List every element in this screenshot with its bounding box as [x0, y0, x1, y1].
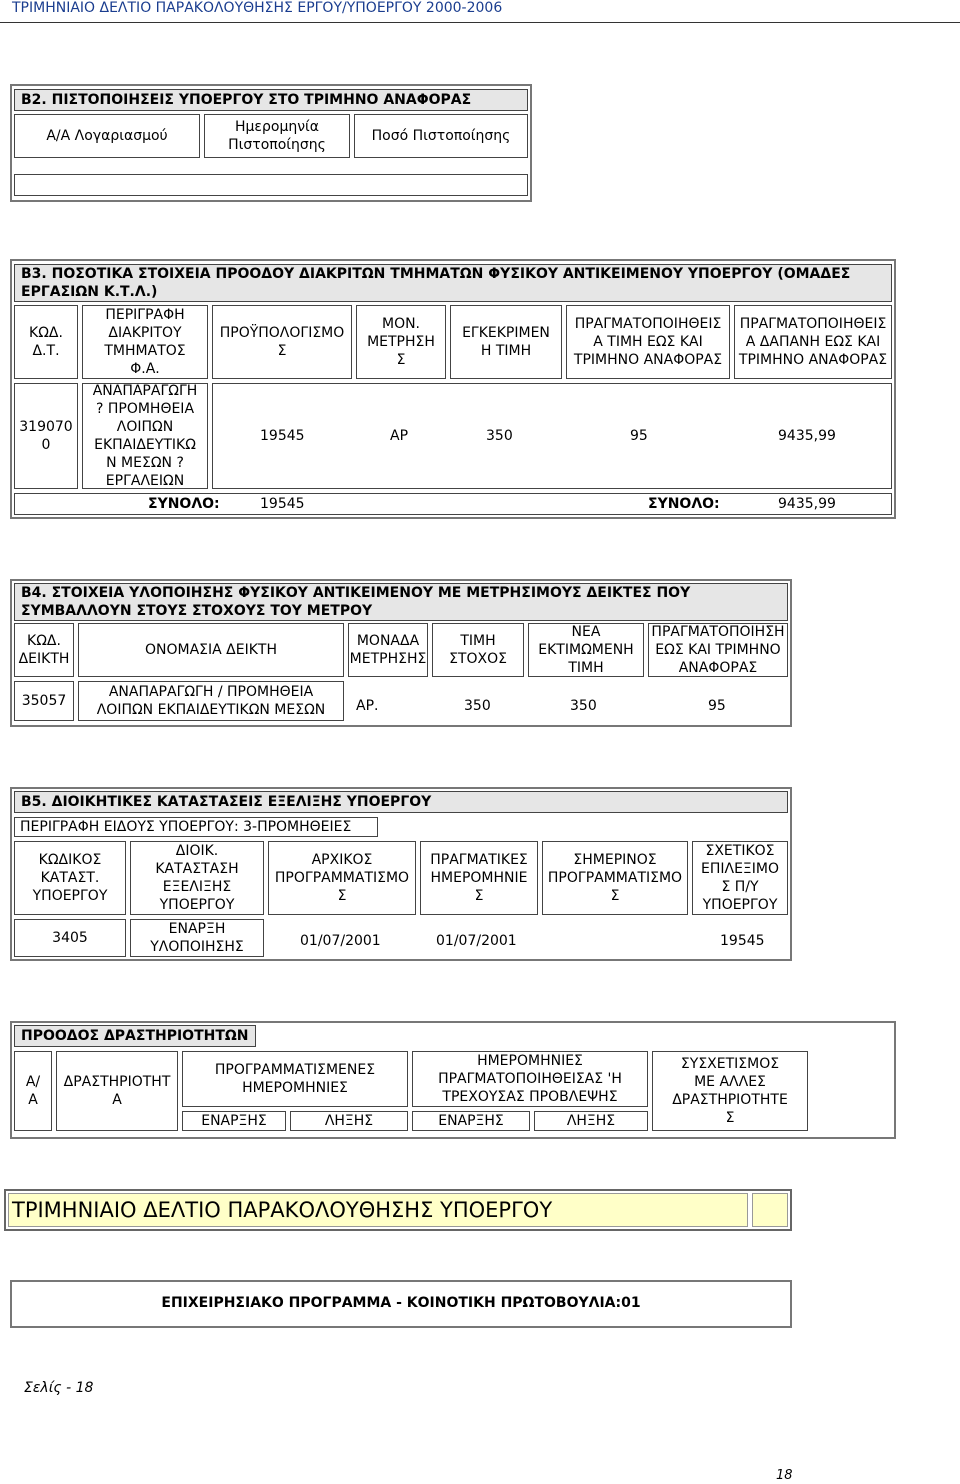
b3-total-label-1: ΣΥΝΟΛΟ:	[148, 496, 220, 512]
program-box	[10, 1280, 792, 1328]
footer-page-label: Σελίς - 18	[24, 1380, 94, 1396]
b4-row-target: 350	[464, 698, 491, 714]
b4-head-done-l3: ΑΝΑΦΟΡΑΣ	[678, 660, 758, 676]
progress-sub-start-2: ΕΝΑΡΞΗΣ	[412, 1111, 530, 1131]
b2-col-amount-cell	[354, 114, 528, 158]
b5-desc: ΠΕΡΙΓΡΑΦΗ ΕΙΔΟΥΣ ΥΠΟΕΡΓΟΥ: 3-ΠΡΟΜΗΘΕΙΕΣ	[14, 817, 378, 837]
b3-row-code-l2: 0	[41, 437, 51, 453]
progress-head-relation-l4: Σ	[725, 1110, 735, 1126]
b4-head-target	[432, 623, 524, 677]
b3-row-desc-l6: ΕΡΓΑΛΕΙΩΝ	[105, 473, 185, 489]
footer-page-number: 18	[776, 1468, 793, 1483]
b3-title	[14, 264, 892, 302]
progress-head-activity-l2: Α	[112, 1092, 122, 1108]
b3-head-spent	[734, 305, 892, 379]
b3-section	[10, 259, 896, 519]
b3-head-done-l2: Α ΤΙΜΗ ΕΩΣ ΚΑΙ	[593, 334, 703, 350]
b5-head-state-l3: ΕΞΕΛΙΞΗΣ	[162, 879, 232, 895]
b5-section	[10, 787, 792, 961]
b5-head-code	[14, 841, 126, 915]
b2-col-amount-label: Ποσό Πιστοποίησης	[371, 128, 511, 144]
b4-row-new: 350	[570, 698, 597, 714]
b3-head-done-l1: ΠΡΑΓΜΑΤΟΠΟΙΗΘΕΙΣ	[574, 316, 722, 332]
header-rule	[0, 22, 960, 23]
progress-head-relation-l1: ΣΥΣΧΕΤΙΣΜΟΣ	[680, 1056, 780, 1072]
b5-head-initial-l3: Σ	[337, 888, 347, 904]
report-title-box	[4, 1189, 792, 1231]
b3-head-approved-l2: Η ΤΙΜΗ	[480, 343, 532, 359]
b3-head-code-l2: Δ.Τ.	[32, 343, 60, 359]
b4-row-done: 95	[708, 698, 726, 714]
b4-head-target-l1: ΤΙΜΗ	[460, 633, 496, 649]
b5-head-code-l3: ΥΠΟΕΡΓΟΥ	[32, 888, 108, 904]
b5-row-initial: 01/07/2001	[300, 933, 381, 949]
b3-row-desc-l2: ? ΠΡΟΜΗΘΕΙΑ	[95, 401, 195, 417]
b4-head-unit	[348, 623, 428, 677]
progress-head-actual-l3: ΤΡΕΧΟΥΣΑΣ ΠΡΟΒΛΕΨΗΣ	[442, 1089, 618, 1105]
b4-title-l2: ΣΥΜΒΑΛΛΟΥΝ ΣΤΟΥΣ ΣΤΟΧΟΥΣ ΤΟΥ ΜΕΤΡΟΥ	[21, 603, 373, 619]
progress-head-actual	[412, 1051, 648, 1107]
b3-row-done: 95	[630, 428, 648, 444]
progress-head-planned-l2: ΗΜΕΡΟΜΗΝΙΕΣ	[242, 1080, 348, 1096]
b5-head-state-l1: ΔΙΟΙΚ.	[175, 843, 219, 859]
b3-total-value-1: 19545	[260, 496, 305, 512]
b3-head-unit-l3: Σ	[396, 352, 406, 368]
progress-head-planned	[182, 1051, 408, 1107]
b4-row-unit: ΑΡ.	[356, 698, 379, 714]
b3-head-desc-l3: ΤΜΗΜΑΤΟΣ	[104, 343, 186, 359]
b3-head-approved	[450, 305, 562, 379]
b5-row-state-l1: ΕΝΑΡΞΗ	[168, 921, 226, 937]
b3-row-budget: 19545	[260, 428, 305, 444]
progress-head-activity-l1: ΔΡΑΣΤΗΡΙΟΤΗΤ	[63, 1074, 171, 1090]
b5-head-state	[130, 841, 264, 915]
b4-row-name	[78, 681, 344, 721]
b4-head-code	[14, 623, 74, 677]
progress-sub-end-1: ΛΗΞΗΣ	[290, 1111, 408, 1131]
b3-row-approved: 350	[486, 428, 513, 444]
progress-section	[10, 1021, 896, 1139]
b3-head-desc	[82, 305, 208, 379]
b4-head-done-l2: ΕΩΣ ΚΑΙ ΤΡΙΜΗΝΟ	[655, 642, 781, 658]
b4-head-name	[78, 623, 344, 677]
b3-head-spent-l2: Α ΔΑΠΑΝΗ ΕΩΣ ΚΑΙ	[745, 334, 881, 350]
b3-head-desc-l2: ΔΙΑΚΡΙΤΟΥ	[108, 325, 182, 341]
b3-head-desc-l1: ΠΕΡΙΓΡΑΦΗ	[105, 307, 185, 323]
report-title-side	[752, 1193, 788, 1227]
b2-col-date-l1: Ημερομηνία	[234, 119, 320, 135]
b3-title-l1: Β3. ΠΟΣΟΤΙΚΑ ΣΤΟΙΧΕΙΑ ΠΡΟΟΔΟΥ ΔΙΑΚΡΙΤΩΝ ΤΜΗΜΑΤΩΝ ΦΥΣΙΚΟΥ ΑΝΤΙΚΕΙΜΕΝΟΥ ΥΠΟΕΡΓΟΥ (ΟΜΑΔΕΣ	[21, 266, 851, 282]
b3-title-l2: ΕΡΓΑΣΙΩΝ Κ.Τ.Λ.)	[21, 284, 158, 300]
b3-head-spent-l1: ΠΡΑΓΜΑΤΟΠΟΙΗΘΕΙΣ	[739, 316, 887, 332]
progress-sub-start-1: ΕΝΑΡΞΗΣ	[182, 1111, 286, 1131]
b5-head-code-l1: ΚΩΔΙΚΟΣ	[38, 852, 102, 868]
program-text: ΕΠΙΧΕΙΡΗΣΙΑΚΟ ΠΡΟΓΡΑΜΜΑ - ΚΟΙΝΟΤΙΚΗ ΠΡΩΤΟΒΟΥΛΙΑ:01	[161, 1295, 641, 1311]
b2-empty-row	[14, 174, 528, 196]
b5-row-code: 3405	[14, 919, 126, 957]
b5-head-state-l2: ΚΑΤΑΣΤΑΣΗ	[155, 861, 239, 877]
b3-head-unit-l1: ΜΟΝ.	[381, 316, 421, 332]
document-header-title: ΤΡΙΜΗΝΙΑΙΟ ΔΕΛΤΙΟ ΠΑΡΑΚΟΛΟΥΘΗΣΗΣ ΕΡΓΟΥ/ΥΠΟΕΡΓΟΥ 2000-2006	[12, 0, 503, 16]
b2-col-date-cell	[204, 114, 350, 158]
b2-col-account-cell	[14, 114, 200, 158]
b5-head-actual-l1: ΠΡΑΓΜΑΤΙΚΕΣ	[430, 852, 528, 868]
b5-row-actual: 01/07/2001	[436, 933, 517, 949]
progress-head-actual-l1: ΗΜΕΡΟΜΗΝΙΕΣ	[477, 1053, 583, 1069]
b4-section	[10, 579, 792, 727]
b5-head-state-l4: ΥΠΟΕΡΓΟΥ	[159, 897, 235, 913]
b3-head-budget-l2: Σ	[277, 343, 287, 359]
progress-head-actual-l2: ΠΡΑΓΜΑΤΟΠΟΙΗΘΕΙΣΑΣ 'Η	[438, 1071, 622, 1087]
b3-head-budget-l1: ΠΡΟΫΠΟΛΟΓΙΣΜΟ	[219, 325, 345, 341]
b3-head-done-l3: ΤΡΙΜΗΝΟ ΑΝΑΦΟΡΑΣ	[573, 352, 723, 368]
b4-head-unit-l2: ΜΕΤΡΗΣΗΣ	[349, 651, 427, 667]
b5-head-budget-l4: ΥΠΟΕΡΓΟΥ	[702, 897, 778, 913]
b4-head-new-l2: ΕΚΤΙΜΩΜΕΝΗ	[538, 642, 634, 658]
b4-head-done-l1: ΠΡΑΓΜΑΤΟΠΟΙΗΣΗ	[651, 624, 785, 640]
b3-head-desc-l4: Φ.Α.	[130, 361, 160, 377]
progress-head-relation-l3: ΔΡΑΣΤΗΡΙΟΤΗΤΕ	[672, 1092, 788, 1108]
b3-total-value-2: 9435,99	[778, 496, 836, 512]
b4-row-code: 35057	[14, 681, 74, 721]
b3-head-unit-l2: ΜΕΤΡΗΣΗ	[367, 334, 435, 350]
progress-title: ΠΡΟΟΔΟΣ ΔΡΑΣΤΗΡΙΟΤΗΤΩΝ	[14, 1025, 256, 1047]
b5-row-state-l2: ΥΛΟΠΟΙΗΣΗΣ	[150, 939, 244, 955]
b3-row-code-l1: 319070	[19, 419, 73, 435]
b3-row-desc	[82, 383, 208, 489]
b4-head-new-l1: ΝΕΑ	[571, 624, 601, 640]
b3-head-done	[566, 305, 730, 379]
b5-head-actual	[420, 841, 538, 915]
b4-row-name-l2: ΛΟΙΠΩΝ ΕΚΠΑΙΔΕΥΤΙΚΩΝ ΜΕΣΩΝ	[96, 702, 326, 718]
progress-head-relation	[652, 1051, 808, 1131]
b3-row-spent: 9435,99	[778, 428, 836, 444]
b3-row-code	[14, 383, 78, 489]
b2-col-date-l2: Πιστοποίησης	[228, 137, 326, 153]
b3-head-spent-l3: ΤΡΙΜΗΝΟ ΑΝΑΦΟΡΑΣ	[738, 352, 888, 368]
b3-head-code	[14, 305, 78, 379]
b2-col-account-label: Α/Α Λογαριασμού	[46, 128, 168, 144]
b5-head-current-l2: ΠΡΟΓΡΑΜΜΑΤΙΣΜΟ	[547, 870, 683, 886]
b3-head-code-l1: ΚΩΔ.	[29, 325, 63, 341]
b5-head-code-l2: ΚΑΤΑΣΤ.	[40, 870, 100, 886]
b2-section	[10, 84, 532, 202]
b4-head-code-l1: ΚΩΔ.	[27, 633, 61, 649]
b3-row-desc-l1: ΑΝΑΠΑΡΑΓΩΓΗ	[92, 383, 198, 399]
b5-head-budget-l1: ΣΧΕΤΙΚΟΣ	[705, 843, 775, 859]
progress-head-no-l1: Α/	[25, 1074, 41, 1090]
b3-head-unit	[356, 305, 446, 379]
b5-row-budget: 19545	[720, 933, 765, 949]
b5-head-initial-l1: ΑΡΧΙΚΟΣ	[311, 852, 373, 868]
b5-title: Β5. ΔΙΟΙΚΗΤΙΚΕΣ ΚΑΤΑΣΤΑΣΕΙΣ ΕΞΕΛΙΞΗΣ ΥΠΟΕΡΓΟΥ	[14, 791, 788, 813]
b3-head-budget	[212, 305, 352, 379]
progress-head-no	[14, 1051, 52, 1131]
b4-head-done	[648, 623, 788, 677]
b5-head-current-l3: Σ	[610, 888, 620, 904]
progress-sub-end-2: ΛΗΞΗΣ	[534, 1111, 648, 1131]
b5-head-budget-l2: ΕΠΙΛΕΞΙΜΟ	[701, 861, 779, 877]
b5-head-initial	[268, 841, 416, 915]
b3-row-desc-l4: ΕΚΠΑΙΔΕΥΤΙΚΩ	[94, 437, 196, 453]
progress-head-no-l2: Α	[28, 1092, 38, 1108]
b4-head-target-l2: ΣΤΟΧΟΣ	[449, 651, 507, 667]
b4-title-l1: Β4. ΣΤΟΙΧΕΙΑ ΥΛΟΠΟΙΗΣΗΣ ΦΥΣΙΚΟΥ ΑΝΤΙΚΕΙΜΕΝΟΥ ΜΕ ΜΕΤΡΗΣΙΜΟΥΣ ΔΕΙΚΤΕΣ ΠΟΥ	[21, 585, 691, 601]
progress-head-planned-l1: ΠΡΟΓΡΑΜΜΑΤΙΣΜΕΝΕΣ	[214, 1062, 376, 1078]
b4-head-name-label: ΟΝΟΜΑΣΙΑ ΔΕΙΚΤΗ	[145, 642, 277, 658]
b5-head-actual-l3: Σ	[474, 888, 484, 904]
b4-row-name-l1: ΑΝΑΠΑΡΑΓΩΓΗ / ΠΡΟΜΗΘΕΙΑ	[108, 684, 314, 700]
b3-head-approved-l1: ΕΓΚΕΚΡΙΜΕΝ	[462, 325, 550, 341]
b4-head-code-l2: ΔΕΙΚΤΗ	[18, 651, 70, 667]
b4-head-unit-l1: ΜΟΝΑΔΑ	[356, 633, 420, 649]
b3-totals-row	[14, 493, 892, 515]
b3-total-label-2: ΣΥΝΟΛΟ:	[648, 496, 720, 512]
report-title-text: ΤΡΙΜΗΝΙΑΙΟ ΔΕΛΤΙΟ ΠΑΡΑΚΟΛΟΥΘΗΣΗΣ ΥΠΟΕΡΓΟΥ	[12, 1198, 553, 1222]
b5-head-initial-l2: ΠΡΟΓΡΑΜΜΑΤΙΣΜΟ	[274, 870, 410, 886]
b5-row-state	[130, 919, 264, 957]
b5-head-budget	[692, 841, 788, 915]
b4-title	[14, 583, 788, 621]
b5-head-budget-l3: Σ Π/Υ	[721, 879, 759, 895]
b5-head-actual-l2: ΗΜΕΡΟΜΗΝΙΕ	[430, 870, 528, 886]
b5-head-current-l1: ΣΗΜΕΡΙΝΟΣ	[573, 852, 657, 868]
b4-head-new-l3: ΤΙΜΗ	[568, 660, 604, 676]
b4-head-new	[528, 623, 644, 677]
b2-title: Β2. ΠΙΣΤΟΠΟΙΗΣΕΙΣ ΥΠΟΕΡΓΟΥ ΣΤΟ ΤΡΙΜΗΝΟ ΑΝΑΦΟΡΑΣ	[14, 89, 528, 111]
b3-row-unit: ΑΡ	[390, 428, 409, 444]
b5-head-current	[542, 841, 688, 915]
b3-row-desc-l5: Ν ΜΕΣΩΝ ?	[106, 455, 184, 471]
progress-head-activity	[56, 1051, 178, 1131]
b3-row-desc-l3: ΛΟΙΠΩΝ	[116, 419, 174, 435]
progress-head-relation-l2: ΜΕ ΑΛΛΕΣ	[694, 1074, 766, 1090]
